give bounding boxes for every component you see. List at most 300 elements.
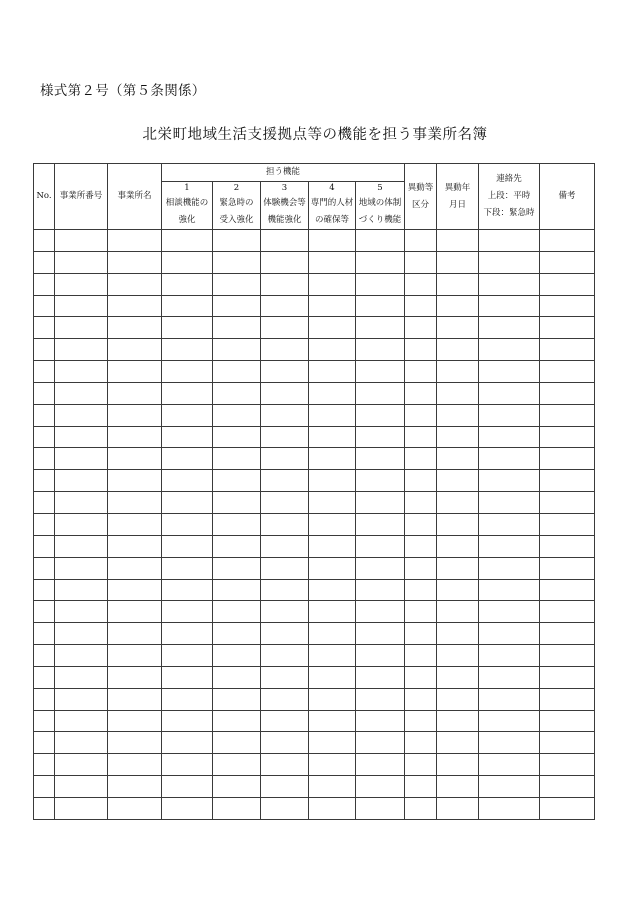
table-cell [162,404,213,426]
table-cell [437,295,479,317]
table-cell [309,470,356,492]
table-cell [405,579,437,601]
table-cell [437,776,479,798]
table-cell [405,339,437,361]
table-cell [108,645,162,667]
function-number: 5 [377,183,383,193]
table-cell [162,776,213,798]
table-cell [356,513,405,535]
table-cell [405,448,437,470]
table-cell [213,382,261,404]
table-cell [437,404,479,426]
table-cell [108,251,162,273]
table-cell [437,557,479,579]
table-cell [309,688,356,710]
table-cell [213,601,261,623]
table-cell [162,623,213,645]
table-row [34,688,595,710]
table-row [34,317,595,339]
table-cell [213,776,261,798]
table-cell [405,426,437,448]
function-number: 2 [233,183,240,193]
table-cell [162,732,213,754]
table-cell [34,273,55,295]
table-cell [356,492,405,514]
document-title: 北栄町地域生活支援拠点等の機能を担う事業所名簿 [142,127,488,143]
table-cell [540,535,595,557]
table-cell [356,776,405,798]
table-cell [213,230,261,252]
table-cell [479,797,540,819]
table-cell [356,623,405,645]
table-cell [356,754,405,776]
table-cell [540,710,595,732]
table-cell [34,754,55,776]
table-row [34,579,595,601]
table-cell [108,579,162,601]
table-cell [261,601,309,623]
table-cell [162,579,213,601]
table-cell [479,732,540,754]
table-cell [34,492,55,514]
table-cell [34,557,55,579]
table-row [34,361,595,383]
table-cell [405,666,437,688]
table-cell [213,339,261,361]
table-row [34,230,595,252]
table-cell [261,535,309,557]
table-cell [55,404,108,426]
office-register-table [33,163,595,820]
table-cell [479,273,540,295]
table-cell [405,382,437,404]
function-label-line1: 専門的人材 [310,198,354,208]
table-cell [405,492,437,514]
table-cell [309,361,356,383]
table-cell [213,251,261,273]
table-cell [437,601,479,623]
table-cell [162,645,213,667]
table-cell [405,361,437,383]
table-cell [540,273,595,295]
table-cell [309,513,356,535]
table-cell [437,797,479,819]
table-cell [213,688,261,710]
table-cell [540,688,595,710]
table-cell [479,776,540,798]
table-cell [108,470,162,492]
table-cell [309,645,356,667]
table-cell [162,448,213,470]
table-cell [356,448,405,470]
table-cell [55,448,108,470]
table-cell [162,535,213,557]
table-row [34,273,595,295]
table-cell [437,426,479,448]
table-cell [261,797,309,819]
table-cell [437,361,479,383]
table-cell [479,645,540,667]
table-cell [261,666,309,688]
table-cell [356,601,405,623]
table-cell [162,426,213,448]
table-cell [479,579,540,601]
table-cell [261,557,309,579]
table-cell [108,404,162,426]
table-cell [540,339,595,361]
table-row [34,666,595,688]
table-row [34,251,595,273]
table-cell [162,470,213,492]
table-cell [309,797,356,819]
table-cell [261,513,309,535]
table-cell [261,251,309,273]
table-cell [34,732,55,754]
header-function-2 [213,182,261,230]
table-cell [309,579,356,601]
table-row [34,710,595,732]
table-cell [108,317,162,339]
table-cell [213,797,261,819]
table-cell [437,317,479,339]
table-cell [34,404,55,426]
table-cell [34,535,55,557]
table-cell [34,601,55,623]
table-row [34,382,595,404]
table-cell [479,754,540,776]
table-cell [309,666,356,688]
table-cell [540,645,595,667]
table-row [34,776,595,798]
header-contact-line1: 連絡先 [496,174,522,184]
table-cell [356,579,405,601]
table-row [34,797,595,819]
table-cell [55,732,108,754]
header-change-date [437,164,479,230]
table-cell [34,251,55,273]
table-cell [479,382,540,404]
table-row [34,295,595,317]
table-cell [405,273,437,295]
table-cell [34,513,55,535]
table-cell [213,448,261,470]
table-row [34,513,595,535]
table-cell [55,776,108,798]
table-cell [356,361,405,383]
table-cell [108,601,162,623]
table-cell [356,535,405,557]
table-cell [540,579,595,601]
table-cell [213,579,261,601]
table-cell [309,426,356,448]
table-cell [405,251,437,273]
table-cell [540,361,595,383]
table-cell [356,557,405,579]
table-cell [540,754,595,776]
table-cell [213,732,261,754]
header-contact-line3: 下段：緊急時 [483,208,535,218]
table-cell [437,339,479,361]
table-cell [437,513,479,535]
table-cell [405,601,437,623]
table-cell [309,776,356,798]
table-cell [540,404,595,426]
function-label-line1: 体験機会等 [263,198,306,208]
table-cell [55,339,108,361]
table-cell [162,317,213,339]
table-cell [437,273,479,295]
table-cell [213,295,261,317]
table-cell [437,382,479,404]
header-contact-line2: 上段：平時 [487,191,531,201]
table-cell [540,492,595,514]
table-cell [162,339,213,361]
table-cell [309,448,356,470]
table-cell [479,492,540,514]
table-cell [162,797,213,819]
table-cell [108,535,162,557]
table-cell [162,601,213,623]
table-cell [309,404,356,426]
table-cell [540,623,595,645]
table-row [34,492,595,514]
table-cell [479,295,540,317]
table-cell [437,732,479,754]
table-cell [405,557,437,579]
table-cell [437,492,479,514]
table-cell [356,732,405,754]
header-office-name: 事業所名 [108,164,162,230]
table-cell [309,230,356,252]
function-label-line2: づくり機能 [358,215,402,225]
table-cell [540,470,595,492]
table-cell [162,666,213,688]
table-cell [34,470,55,492]
table-cell [479,317,540,339]
table-cell [55,230,108,252]
function-label-line1: 緊急時の [219,198,254,208]
table-cell [540,797,595,819]
table-cell [405,623,437,645]
table-cell [213,710,261,732]
table-cell [108,426,162,448]
table-cell [356,666,405,688]
table-cell [540,601,595,623]
table-cell [213,361,261,383]
table-cell [356,797,405,819]
table-cell [479,230,540,252]
table-row [34,601,595,623]
table-cell [405,470,437,492]
table-cell [437,535,479,557]
table-cell [356,426,405,448]
header-functions-group: 担う機能 [162,164,405,182]
table-cell [55,382,108,404]
table-cell [309,535,356,557]
header-change-category-line2: 区分 [412,199,430,210]
table-row [34,470,595,492]
table-cell [356,645,405,667]
table-cell [162,688,213,710]
table-row [34,645,595,667]
table-cell [34,382,55,404]
table-cell [108,557,162,579]
header-row-group [34,164,595,182]
table-cell [162,251,213,273]
table-cell [162,710,213,732]
table-cell [437,666,479,688]
table-cell [479,448,540,470]
table-row [34,535,595,557]
header-change-date-line1: 異動年 [444,182,471,193]
table-cell [479,688,540,710]
table-cell [108,776,162,798]
header-function-1 [162,182,213,230]
table-cell [108,230,162,252]
table-row [34,426,595,448]
table-cell [108,732,162,754]
table-cell [261,230,309,252]
table-cell [213,404,261,426]
table-cell [479,426,540,448]
table-cell [540,448,595,470]
table-cell [55,601,108,623]
table-cell [479,470,540,492]
table-cell [479,339,540,361]
table-row [34,623,595,645]
table-cell [55,557,108,579]
table-row [34,404,595,426]
table-cell [34,317,55,339]
table-cell [405,688,437,710]
table-cell [479,251,540,273]
table-cell [356,230,405,252]
table-cell [213,645,261,667]
table-cell [213,470,261,492]
table-cell [540,317,595,339]
function-label-line2: 受入強化 [219,215,254,225]
header-no: No. [34,164,55,230]
table-cell [479,557,540,579]
table-cell [540,776,595,798]
table-cell [405,404,437,426]
table-cell [261,688,309,710]
table-cell [405,535,437,557]
header-contact [479,164,540,230]
table-cell [213,666,261,688]
table-cell [34,339,55,361]
table-cell [34,797,55,819]
table-row [34,754,595,776]
table-row [34,557,595,579]
table-cell [309,754,356,776]
table-cell [261,492,309,514]
table-cell [261,448,309,470]
table-cell [356,404,405,426]
table-cell [55,251,108,273]
table-cell [261,382,309,404]
table-cell [405,230,437,252]
table-cell [309,623,356,645]
header-change-category [405,164,437,230]
table-cell [261,710,309,732]
table-row [34,448,595,470]
table-cell [162,230,213,252]
table-cell [479,513,540,535]
table-cell [437,710,479,732]
table-cell [108,448,162,470]
table-cell [540,230,595,252]
table-cell [437,623,479,645]
table-cell [162,513,213,535]
table-cell [261,645,309,667]
table-cell [108,754,162,776]
table-cell [34,579,55,601]
table-cell [162,295,213,317]
table-cell [405,513,437,535]
table-cell [437,448,479,470]
table-cell [213,426,261,448]
table-cell [261,361,309,383]
table-cell [309,339,356,361]
table-cell [437,470,479,492]
table-cell [55,754,108,776]
table-cell [55,579,108,601]
table-cell [405,295,437,317]
table-cell [213,273,261,295]
table-cell [34,448,55,470]
table-cell [309,710,356,732]
table-cell [405,754,437,776]
table-cell [261,623,309,645]
table-cell [213,754,261,776]
header-function-3 [261,182,309,230]
table-cell [213,317,261,339]
table-cell [55,492,108,514]
table-cell [261,295,309,317]
table-cell [261,317,309,339]
table-cell [540,557,595,579]
table-cell [479,535,540,557]
table-cell [356,251,405,273]
table-cell [162,557,213,579]
table-cell [309,492,356,514]
table-cell [479,710,540,732]
table-cell [540,513,595,535]
table-cell [55,273,108,295]
table-cell [356,688,405,710]
table-cell [405,710,437,732]
table-cell [356,470,405,492]
table-cell [108,382,162,404]
table-cell [405,732,437,754]
table-cell [34,776,55,798]
table-cell [108,513,162,535]
table-cell [479,404,540,426]
table-cell [34,645,55,667]
function-label-line2: 機能強化 [267,215,302,225]
table-cell [34,623,55,645]
function-label-line2: 強化 [178,215,196,225]
table-cell [55,688,108,710]
table-cell [437,688,479,710]
table-cell [261,732,309,754]
table-cell [34,710,55,732]
table-cell [55,361,108,383]
table-cell [55,535,108,557]
table-cell [356,339,405,361]
table-cell [108,492,162,514]
